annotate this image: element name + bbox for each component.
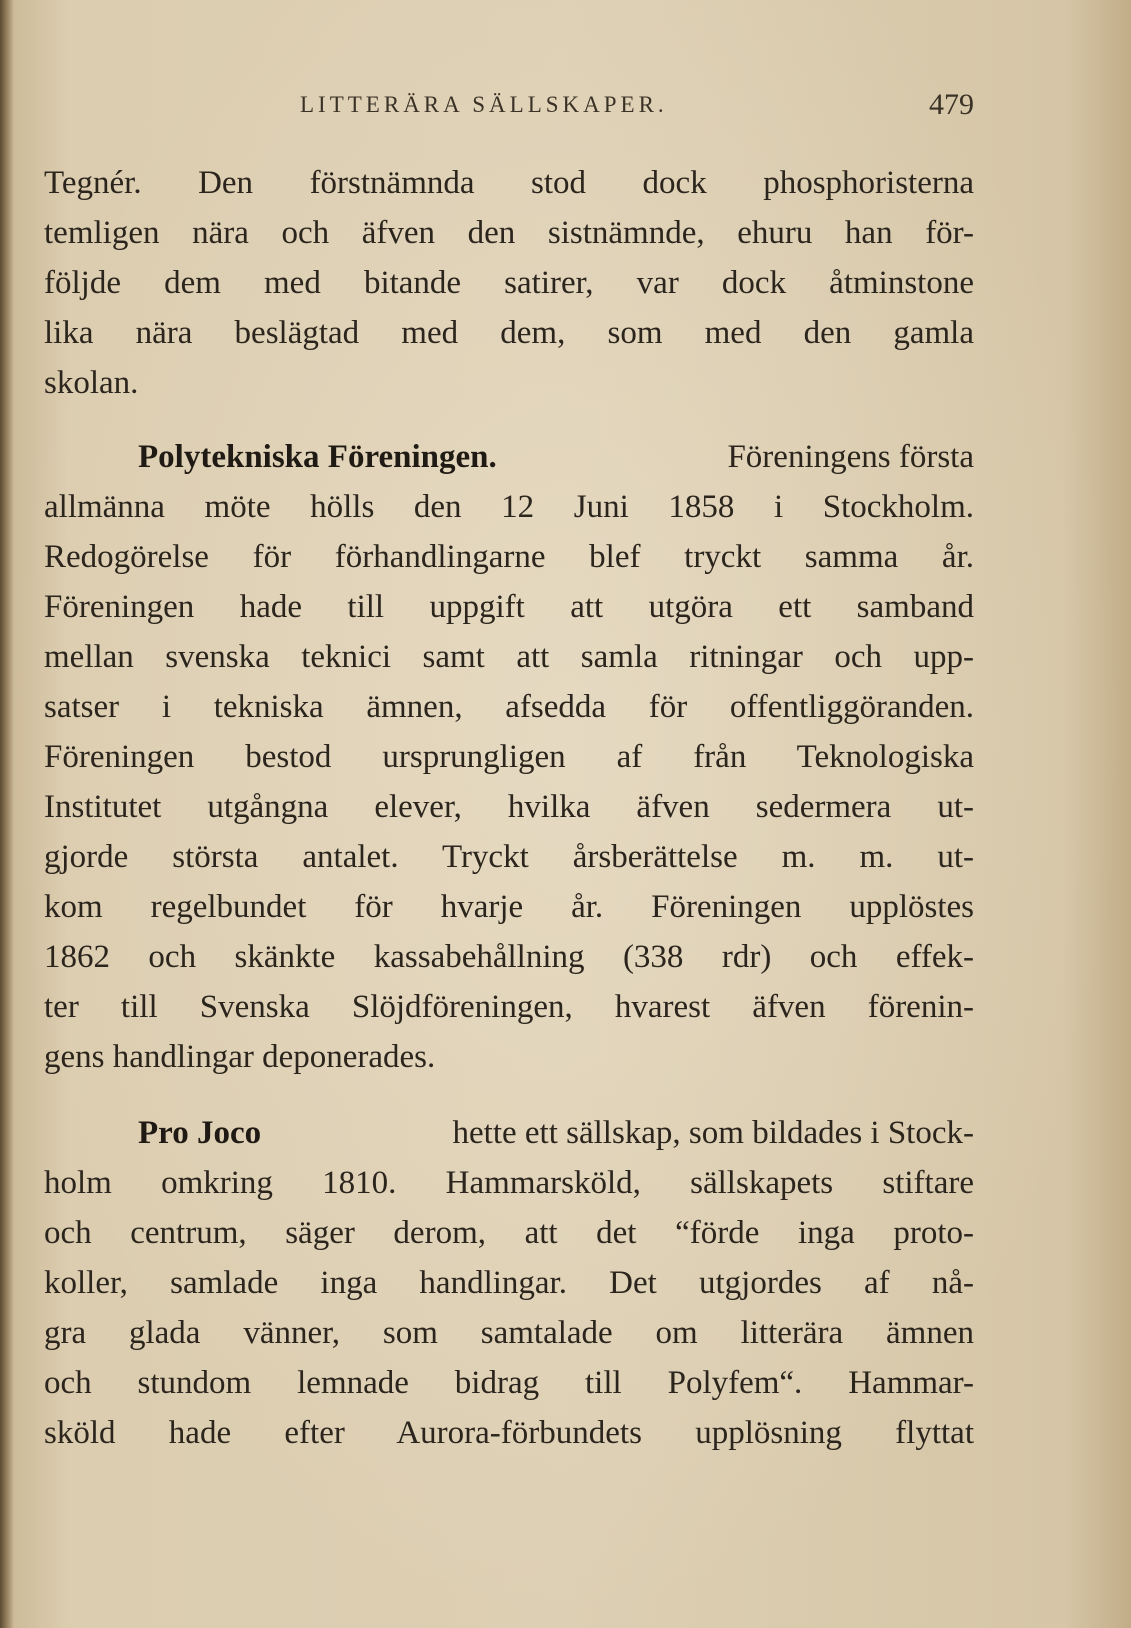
text-line: skolan. — [44, 365, 139, 401]
text-line — [44, 1108, 974, 1158]
text-line: Tegnér. Den förstnämnda stod dock phosphoristerna — [44, 165, 974, 201]
paragraph-gap — [44, 408, 974, 432]
page-number: 479 — [929, 88, 974, 121]
text-line: och stundom lemnade bidrag till Polyfem“. Hammar- — [44, 1365, 974, 1401]
text-line: och centrum, säger derom, att det “förde inga proto- — [44, 1215, 974, 1251]
paragraph-tegner — [44, 158, 974, 408]
text-line — [44, 432, 974, 482]
running-head — [44, 88, 974, 128]
text-line: koller, samlade inga handlingar. Det utgjordes af nå- — [44, 1265, 974, 1301]
text-line: kom regelbundet för hvarje år. Föreningen upplöstes — [44, 889, 974, 925]
text-line: följde dem med bitande satirer, var dock åtminstone — [44, 265, 974, 301]
body-text — [44, 158, 974, 1458]
paragraph-gap — [44, 1082, 974, 1108]
text-line: holm omkring 1810. Hammarsköld, sällskapets stiftare — [44, 1165, 974, 1201]
section-heading: Polytekniska Föreningen. — [138, 439, 497, 475]
text-line: allmänna möte hölls den 12 Juni 1858 i Stockholm. — [44, 489, 974, 525]
text-line: Föreningen hade till uppgift att utgöra ett samband — [44, 589, 974, 625]
text-line: gra glada vänner, som samtalade om litterära ämnen — [44, 1315, 974, 1351]
text-line: Redogörelse för förhandlingarne blef tryckt samma år. — [44, 539, 974, 575]
text-line: mellan svenska teknici samt att samla ritningar och upp- — [44, 639, 974, 675]
text-line: gens handlingar deponerades. — [44, 1039, 436, 1075]
paragraph-polytekniska-foreningen — [44, 432, 974, 1082]
text-line: lika nära beslägtad med dem, som med den gamla — [44, 315, 974, 351]
text-run: Föreningens första — [727, 439, 974, 475]
text-line: 1862 och skänkte kassabehållning (338 rdr) och effek- — [44, 939, 974, 975]
text-run: hette ett sällskap, som bildades i Stock- — [452, 1115, 974, 1151]
paragraph-pro-joco — [44, 1108, 974, 1458]
text-line: sköld hade efter Aurora-förbundets upplösning flyttat — [44, 1415, 974, 1451]
text-line: temligen nära och äfven den sistnämnde, ehuru han för- — [44, 215, 974, 251]
running-title: LITTERÄRA SÄLLSKAPER. — [300, 92, 668, 117]
text-line: gjorde största antalet. Tryckt årsberättelse m. m. ut- — [44, 839, 974, 875]
text-line: Föreningen bestod ursprungligen af från Teknologiska — [44, 739, 974, 775]
text-line: Institutet utgångna elever, hvilka äfven sedermera ut- — [44, 789, 974, 825]
section-heading: Pro Joco — [138, 1115, 262, 1151]
text-line: satser i tekniska ämnen, afsedda för offentliggöranden. — [44, 689, 974, 725]
text-line: ter till Svenska Slöjdföreningen, hvarest äfven förenin- — [44, 989, 974, 1025]
